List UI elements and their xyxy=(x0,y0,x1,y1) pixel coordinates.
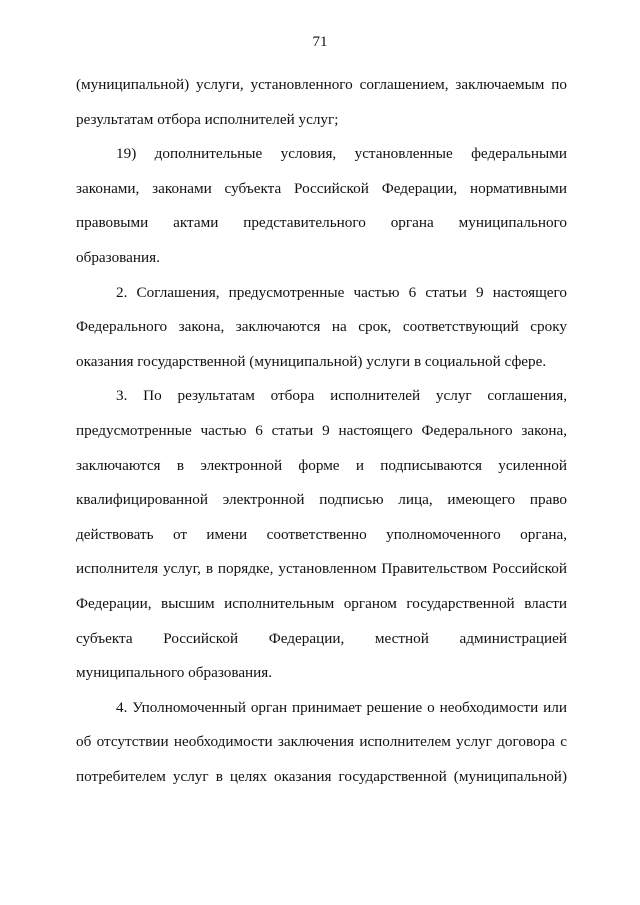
text-line: Федерации, высшим исполнительным органом государственной власти xyxy=(76,594,567,612)
paragraph-item-3 xyxy=(76,379,567,690)
text-line: 3. По результатам отбора исполнителей услуг соглашения, xyxy=(116,387,567,405)
text-line: заключаются в электронной форме и подписываются усиленной xyxy=(76,456,567,474)
text-line: правовыми актами представительного органа муниципального xyxy=(76,214,567,232)
text-line: исполнителя услуг, в порядке, установленном Правительством Российской xyxy=(76,560,567,578)
text-line: потребителем услуг в целях оказания государственной (муниципальной) xyxy=(76,767,567,785)
text-line: муниципального образования. xyxy=(76,664,273,682)
document-body xyxy=(76,68,567,794)
text-line: образования. xyxy=(76,248,160,266)
paragraph-continuation xyxy=(76,68,567,137)
paragraph-item-19 xyxy=(76,137,567,275)
text-line: предусмотренные частью 6 статьи 9 настоящего Федерального закона, xyxy=(76,421,567,439)
text-line: субъекта Российской Федерации, местной администрацией xyxy=(76,629,567,647)
text-line: действовать от имени соответственно уполномоченного органа, xyxy=(76,525,567,543)
text-line: об отсутствии необходимости заключения исполнителем услуг договора с xyxy=(76,733,567,751)
text-line: законами, законами субъекта Российской Федерации, нормативными xyxy=(76,179,567,197)
paragraph-item-2 xyxy=(76,276,567,380)
page-number: 71 xyxy=(312,34,328,50)
text-line: (муниципальной) услуги, установленного соглашением, заключаемым по xyxy=(76,76,567,93)
text-line: оказания государственной (муниципальной) услуги в социальной сфере. xyxy=(76,352,547,370)
text-line: 2. Соглашения, предусмотренные частью 6 статьи 9 настоящего xyxy=(116,283,567,301)
text-line: квалифицированной электронной подписью лица, имеющего право xyxy=(76,491,567,509)
text-line: результатам отбора исполнителей услуг; xyxy=(76,110,339,128)
text-line: 19) дополнительные условия, установленные федеральными xyxy=(116,145,567,163)
text-line: 4. Уполномоченный орган принимает решение о необходимости или xyxy=(116,698,567,716)
paragraph-item-4 xyxy=(76,691,567,795)
text-line: Федерального закона, заключаются на срок, соответствующий сроку xyxy=(76,318,567,336)
